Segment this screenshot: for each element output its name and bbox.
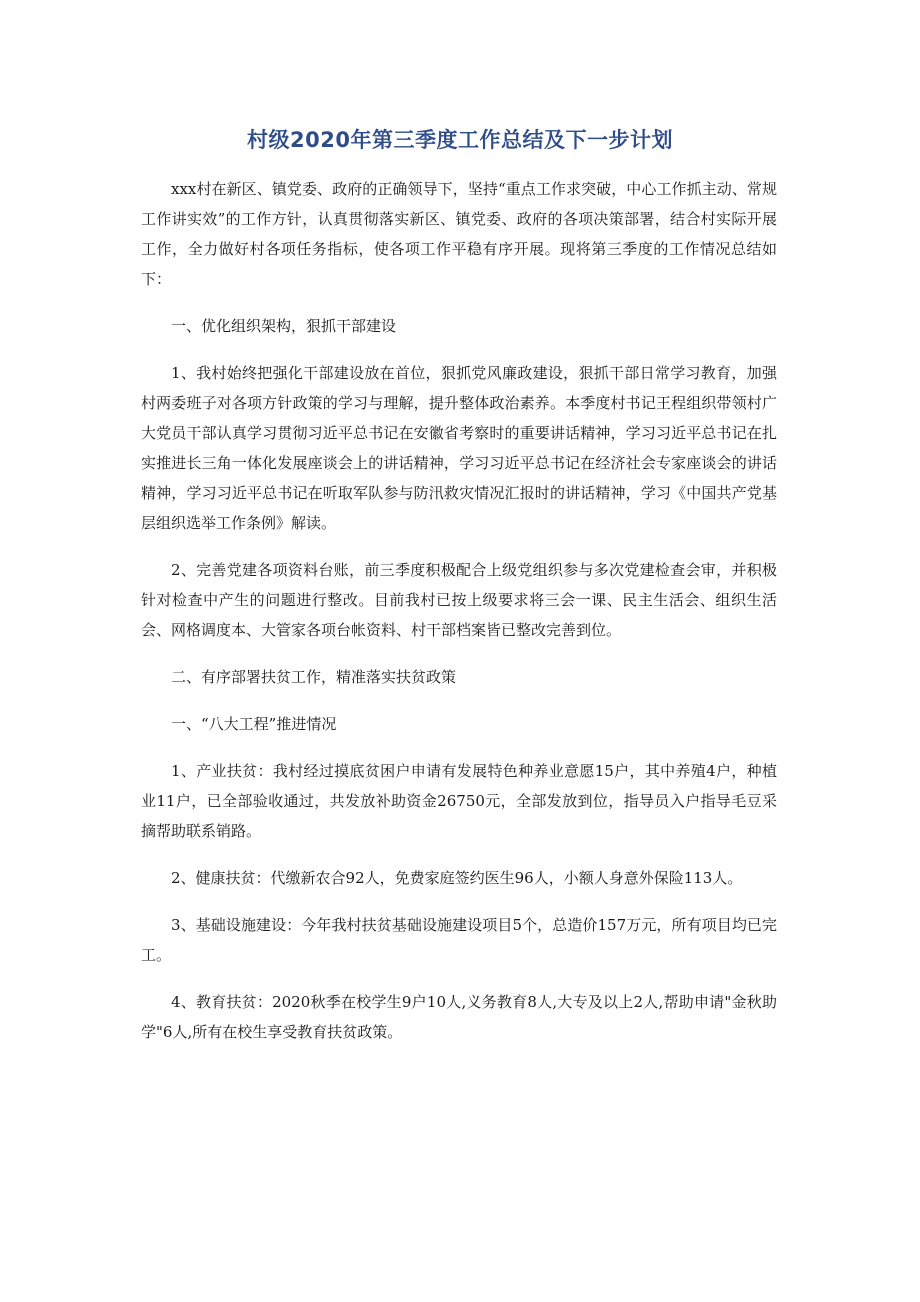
- section-heading-2: 二、有序部署扶贫工作，精准落实扶贫政策: [171, 668, 457, 686]
- paragraph-cadre-study: 1、我村始终把强化干部建设放在首位，狠抓党风廉政建设，狠抓干部日常学习教育，加强村两委班子对各项方针政策的学习与理解，提升整体政治素养。本季度村书记王程组织带领村广大党员干部认真学习贯彻习近平总书记在安徽省考察时的重要讲话精神，学习习近平总书记在扎实推进长三角一体化发展座谈会上的讲话精神，学习习近平总书记在经济社会专家座谈会的讲话精神，学习习近平总书记在听取军队参与防汛救灾情况汇报时的讲话精神，学习《中国共产党基层组织选举工作条例》解读。: [141, 364, 777, 532]
- intro-paragraph: xxx村在新区、镇党委、政府的正确领导下，坚持“重点工作求突破，中心工作抓主动、常规工作讲实效”的工作方针，认真贯彻落实新区、镇党委、政府的各项决策部署，结合村实际开展工作，全力做好村各项任务指标，使各项工作平稳有序开展。现将第三季度的工作情况总结如下：: [141, 180, 777, 288]
- paragraph-health-poverty: 2、健康扶贫：代缴新农合92人，免费家庭签约医生96人，小额人身意外保险113人。: [171, 869, 743, 887]
- paragraph-party-records: 2、完善党建各项资料台账，前三季度积极配合上级党组织参与多次党建检查会审，并积极针对检查中产生的问题进行整改。目前我村已按上级要求将三会一课、民主生活会、组织生活会、网格调度本、大管家各项台帐资料、村干部档案皆已整改完善到位。: [141, 561, 777, 639]
- paragraph-infrastructure: 3、基础设施建设：今年我村扶贫基础设施建设项目5个，总造价157万元，所有项目均已完工。: [141, 916, 777, 964]
- section-heading-1: 一、优化组织架构，狠抓干部建设: [171, 317, 397, 335]
- paragraph-industry-poverty: 1、产业扶贫：我村经过摸底贫困户申请有发展特色种养业意愿15户，其中养殖4户，种植业11户，已全部验收通过，共发放补助资金26750元，全部发放到位，指导员入户指导毛豆采摘帮助联系销路。: [141, 762, 777, 840]
- paragraph-education-poverty: 4、教育扶贫：2020秋季在校学生9户10人,义务教育8人,大专及以上2人,帮助申请"金秋助学"6人,所有在校生享受教育扶贫政策。: [141, 993, 777, 1041]
- subsection-heading-eight-projects: 一、“八大工程”推进情况: [171, 715, 337, 733]
- document-body: [141, 174, 777, 1064]
- document-title: 村级2020年第三季度工作总结及下一步计划: [247, 128, 673, 152]
